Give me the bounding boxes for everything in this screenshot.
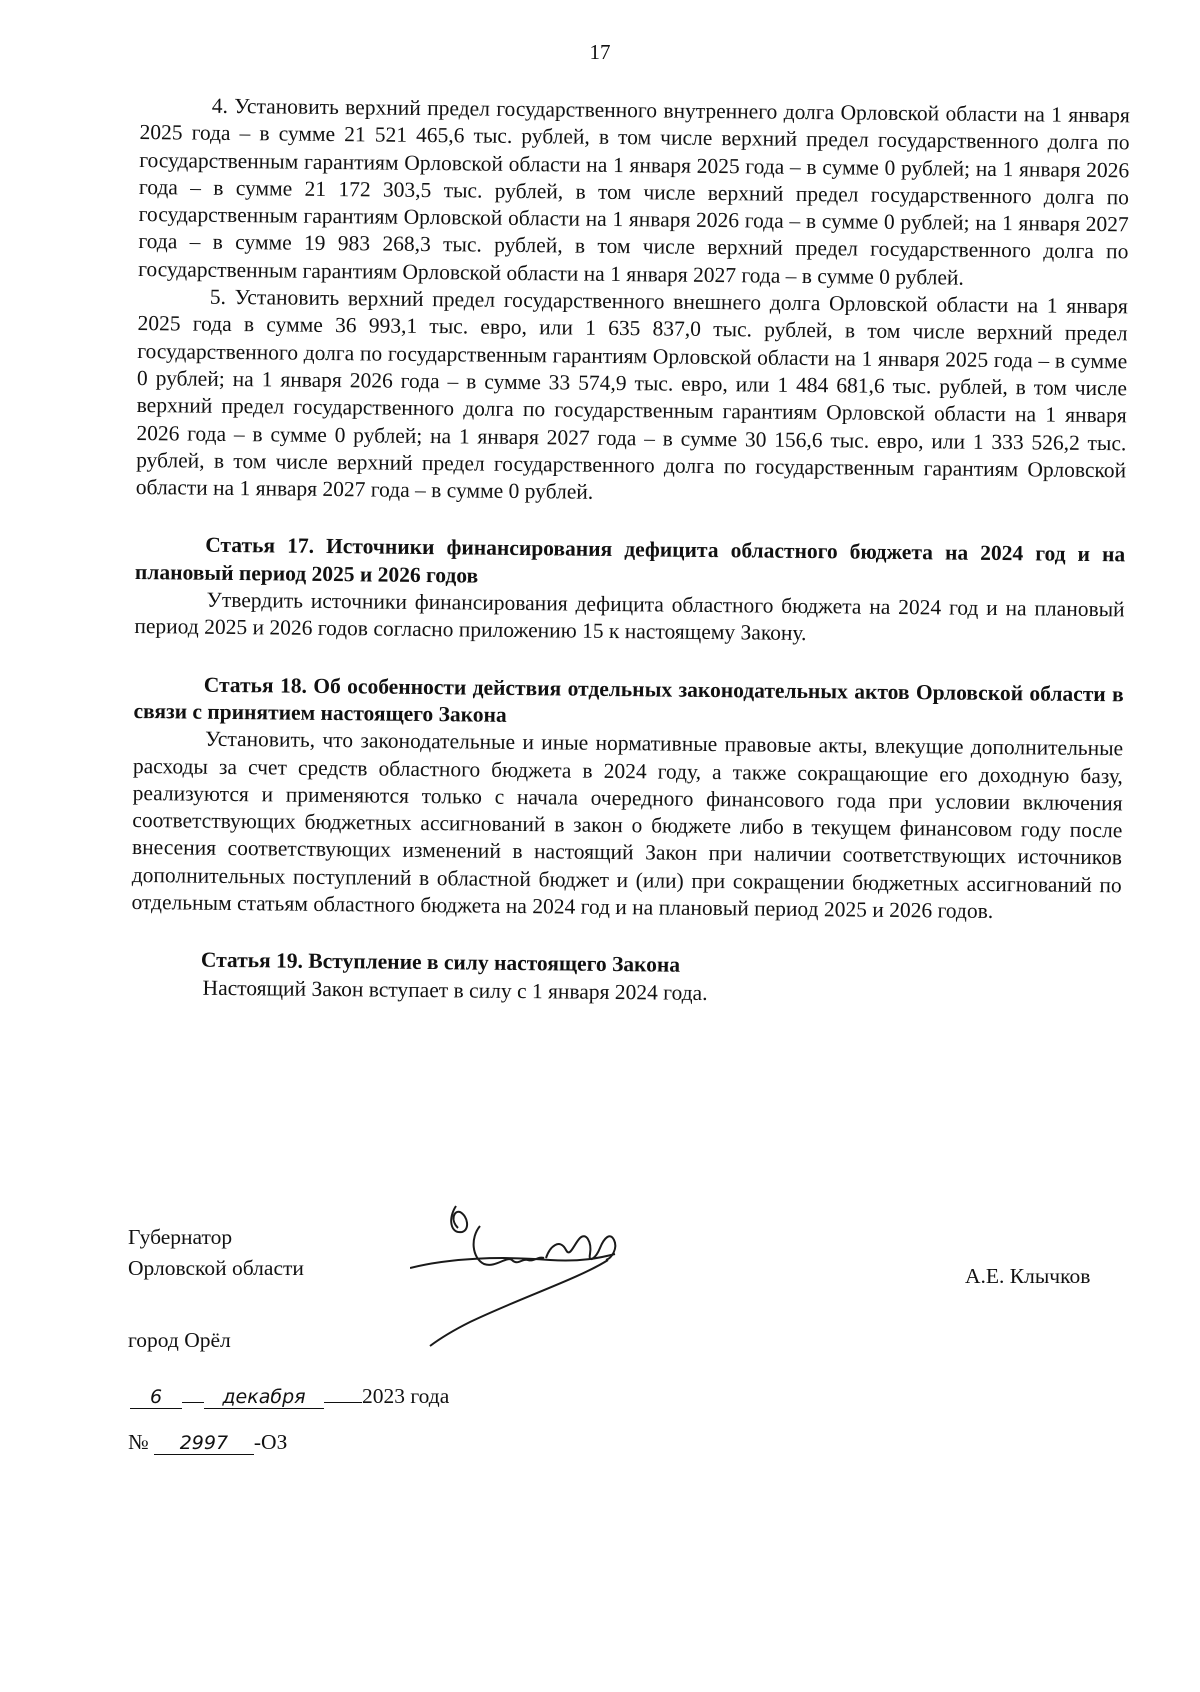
page-number: 17 (589, 40, 611, 64)
law-number-prefix: № (128, 1430, 149, 1454)
handwritten-signature (410, 1198, 690, 1348)
signatory-name: А.Е. Клычков (965, 1264, 1091, 1288)
place-of-signing: город Орёл (128, 1328, 231, 1352)
signing-date (130, 1384, 449, 1409)
paragraph-5: 5. Установить верхний предел государственного внешнего долга Орловской области на 1 января 2025 года в сумме 36 993,1 тыс. евро, или 1 635 837,0 тыс. рублей, в том числе верхний предел государственного долга по государственным гарантиям Орловской области на 1 января 2025 года – в сумме 0 рублей; на 1 января 2026 года – в сумме 33 574,9 тыс. евро, или 1 484 681,6 тыс. рублей, в том числе верхний предел государственного долга по государственным гарантиям Орловской области на 1 января 2026 года – в сумме 0 рублей; на 1 января 2027 года – в сумме 30 156,6 тыс. евро, или 1 333 526,2 тыс. рублей, в том числе верхний предел государственного долга по государственным гарантиям Орловской области на 1 января 2027 года – в сумме 0 рублей. (135, 284, 1128, 504)
article-18-heading: Статья 18. Об особенности действия отдельных законодательных актов Орловской области в связи с принятием настоящего Закона (133, 672, 1124, 727)
date-year: 2023 года (362, 1384, 450, 1408)
date-day: 6 (130, 1386, 182, 1409)
date-month: декабря (204, 1386, 324, 1409)
article-19-text: Настоящий Закон вступает в силу с 1 января 2024 года. (202, 975, 708, 1005)
law-number (128, 1430, 287, 1455)
article-19-heading: Статья 19. Вступление в силу настоящего Закона (200, 947, 681, 978)
signatory-position-line2: Орловской области (128, 1256, 304, 1280)
law-number-value: 2997 (154, 1432, 254, 1455)
article-17-text: Утвердить источники финансирования дефицита областного бюджета на 2024 год и на плановый период 2025 и 2026 годов согласно приложению 15 к настоящему Закону. (134, 587, 1125, 646)
article-18-text: Установить, что законодательные и иные нормативные правовые акты, влекущие дополнительные расходы за счет средств областного бюджета в 2024 году, а также сокращающие его доходную базу, реализуются и применяются только с начала очередного финансового года при условии включения соответствующих бюджетных ассигнований в закон о бюджете либо в текущем финансовом году после внесения соответствующих изменений в настоящий Закон при наличии соответствующих источников дополнительных поступлений в областной бюджет и (или) при сокращении бюджетных ассигнований по отдельным статьям областного бюджета на 2024 год и на плановый период 2025 и 2026 годов. (131, 726, 1124, 923)
document-body (130, 92, 1129, 1011)
signatory-position-line1: Губернатор (128, 1225, 233, 1249)
paragraph-4: 4. Установить верхний предел государственного внутреннего долга Орловской области на 1 января 2025 года – в сумме 21 521 465,6 тыс. рублей, в том числе верхний предел государственного долга по государственным гарантиям Орловской области на 1 января 2025 года – в сумме 0 рублей; на 1 января 2026 года – в сумме 21 172 303,5 тыс. рублей, в том числе верхний предел государственного долга по государственным гарантиям Орловской области на 1 января 2026 года – в сумме 0 рублей; на 1 января 2027 года – в сумме 19 983 268,3 тыс. рублей, в том числе верхний предел государственного долга по государственным гарантиям Орловской области на 1 января 2027 года – в сумме 0 рублей. (138, 93, 1130, 290)
signatory-position (128, 1222, 304, 1284)
law-number-suffix: -ОЗ (253, 1430, 288, 1454)
article-17-heading: Статья 17. Источники финансирования дефицита областного бюджета на 2024 год и на плановый период 2025 и 2026 годов (134, 533, 1126, 588)
